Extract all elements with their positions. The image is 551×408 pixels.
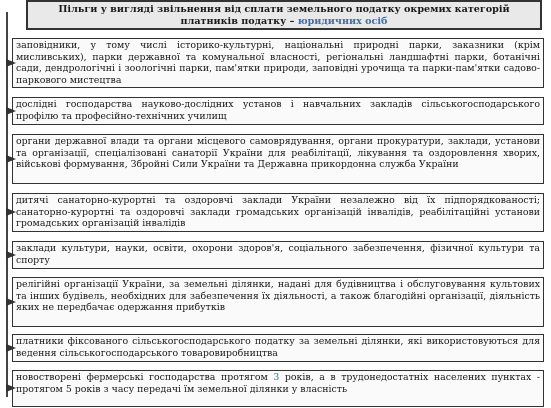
title-main: Пільги у вигляді звільнення від сплати земельного податку окремих категорій платників податку – <box>58 4 510 27</box>
category-highlight-number: 3 <box>273 372 280 383</box>
category-text: платники фіксованого сільськогосподарського податку за земельні ділянки, які використовуються для ведення сільськогосподарського товаровиробництва <box>16 336 540 359</box>
category-text-after: років, а в трудонедостатніх населених пунктах - протягом 5 років з часу передачі їм земельної ділянки у власність <box>16 372 540 395</box>
category-text: заклади культури, науки, освіти, охорони здоров'я, соціального забезпечення, фізичної культури та спорту <box>16 243 540 266</box>
connector-arrow <box>6 154 16 164</box>
connector-arrow <box>6 58 16 68</box>
category-box-nature-reserves <box>12 38 544 88</box>
category-text: дитячі санаторно-курортні та оздоровчі заклади України незалежно від їх підпорядкованості; санаторно-курортні та оздоровчі заклади громадських організацій інвалідів, реабілітаційні установи громадських організацій інвалідів <box>16 195 540 230</box>
connector-spine <box>6 12 8 397</box>
connector-arrow <box>6 297 16 307</box>
connector-arrow <box>6 207 16 217</box>
connector-arrow <box>6 250 16 260</box>
connector-arrow <box>6 343 16 353</box>
connector-arrow <box>6 106 16 116</box>
category-box-culture-education <box>12 241 544 269</box>
category-box-new-farms <box>12 370 544 407</box>
category-box-religious-organizations <box>12 277 544 327</box>
connector-arrow <box>6 383 16 393</box>
title-accent: юридичних осіб <box>297 16 388 27</box>
category-text: дослідні господарства науково-дослідних установ і навчальних закладів сільськогосподарського профілю та професійно-технічних училищ <box>16 99 540 122</box>
category-text: органи державної влади та органи місцевого самоврядування, органи прокуратури, заклади, установи та організації, спеціалізовані санаторії України для реабілітації, лікування та оздоровлення хворих, військові формування, Збройні Сили України та Державна прикордонна служба України <box>16 136 540 171</box>
category-text: заповідники, у тому числі історико-культурні, національні природні парки, заказники (крім мисливських), парки державної та комунальної власності, регіональні ландшафтні парки, ботанічні сади, дендрологічні і зоологічні парки, пам'ятки природи, заповідні урочища та парки-пам'ятки садово-паркового мистецтва <box>16 40 540 86</box>
category-text: релігійні організації України, за земельні ділянки, надані для будівництва і обслуговування культових та інших будівель, необхідних для забезпечення їх діяльності, а також благодійні організації, діяльність яких не передбачає одержання прибутків <box>16 279 540 314</box>
category-box-government-bodies <box>12 134 544 184</box>
category-box-fixed-agri-tax-payers <box>12 334 544 362</box>
diagram-title <box>26 0 542 30</box>
category-text-before: новостворені фермерські господарства протягом <box>16 372 268 383</box>
category-box-sanatoriums <box>12 193 544 232</box>
category-box-research-farms <box>12 97 544 125</box>
